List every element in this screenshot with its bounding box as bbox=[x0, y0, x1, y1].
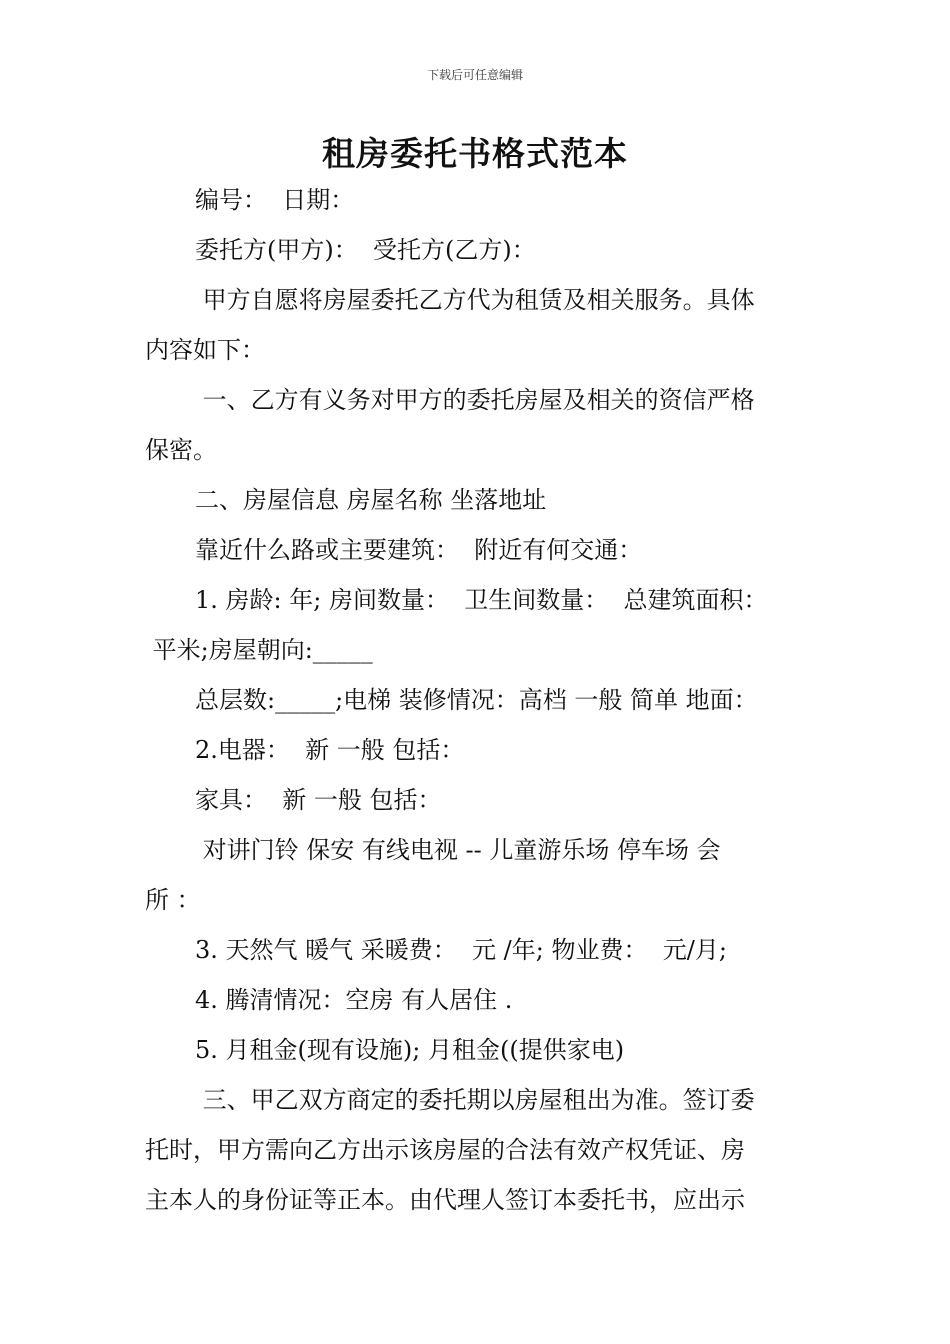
line-item-1: 1. 房龄: 年; 房间数量： 卫生间数量： 总建筑面积： bbox=[195, 586, 768, 614]
line-intro: 甲方自愿将房屋委托乙方代为租赁及相关服务。具体 bbox=[195, 286, 755, 314]
document-title: 租房委托书格式范本 bbox=[322, 134, 628, 173]
line-clause-3: 三、甲乙双方商定的委托期以房屋租出为准。签订委 bbox=[195, 1086, 755, 1114]
line-clause-1-cont: 保密。 bbox=[145, 436, 217, 464]
line-clause-3-cont-2: 主本人的身份证等正本。由代理人签订本委托书，应出示 bbox=[145, 1186, 745, 1214]
line-item-5: 5. 月租金(现有设施); 月租金((提供家电) bbox=[195, 1036, 625, 1064]
header-note: 下载后可任意编辑 bbox=[426, 68, 523, 82]
line-floors: 总层数:_____;电梯 装修情况：高档 一般 简单 地面： bbox=[195, 686, 758, 714]
line-item-4: 4. 腾清情况：空房 有人居住 . bbox=[195, 986, 513, 1014]
line-facilities: 对讲门铃 保安 有线电视 -- 儿童游乐场 停车场 会 bbox=[195, 836, 721, 864]
line-item-1-cont: 平米;房屋朝向:_____ bbox=[145, 636, 373, 664]
line-clause-1: 一、乙方有义务对甲方的委托房屋及相关的资信严格 bbox=[195, 386, 755, 414]
line-item-3: 3. 天然气 暖气 采暖费： 元 /年; 物业费： 元/月; bbox=[195, 936, 727, 964]
line-facilities-cont: 所 ： bbox=[145, 886, 201, 914]
line-clause-2: 二、房屋信息 房屋名称 坐落地址 bbox=[195, 486, 547, 514]
line-item-2: 2.电器： 新 一般 包括： bbox=[195, 736, 465, 764]
line-location: 靠近什么路或主要建筑： 附近有何交通： bbox=[195, 536, 643, 564]
line-intro-cont: 内容如下： bbox=[145, 336, 265, 364]
line-furniture: 家具： 新 一般 包括： bbox=[195, 786, 442, 814]
line-number-date: 编号： 日期： bbox=[195, 186, 355, 214]
line-parties: 委托方(甲方)： 受托方(乙方)： bbox=[195, 236, 536, 264]
line-clause-3-cont-1: 托时，甲方需向乙方出示该房屋的合法有效产权凭证、房 bbox=[145, 1136, 745, 1164]
